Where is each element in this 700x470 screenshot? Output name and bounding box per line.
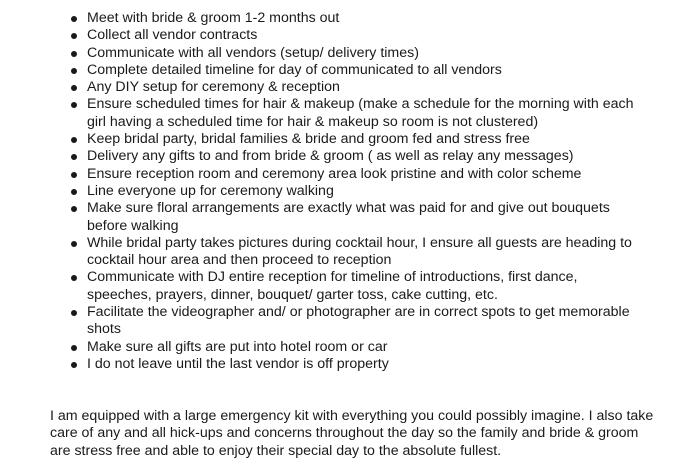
bullet-icon — [71, 85, 77, 91]
bullet-icon — [71, 154, 77, 160]
bullet-icon — [71, 189, 77, 195]
list-item-text: Complete detailed timeline for day of communicated to all vendors — [87, 61, 502, 78]
list-item — [71, 200, 641, 235]
list-item — [71, 235, 641, 270]
bullet-icon — [71, 68, 77, 74]
list-item — [71, 148, 641, 165]
bullet-icon — [71, 310, 77, 316]
list-item-text: Facilitate the videographer and/ or photographer are in correct spots to get memorable shots — [87, 304, 630, 338]
bullet-icon — [71, 275, 77, 281]
list-item — [71, 45, 641, 62]
list-item — [71, 10, 641, 27]
list-item-text: While bridal party takes pictures during cocktail hour, I ensure all guests are heading to cocktail hour area and then proceed to reception — [87, 234, 632, 269]
list-item — [71, 304, 641, 339]
bullet-icon — [71, 172, 77, 178]
bullet-icon — [71, 241, 77, 247]
list-item-text: I do not leave until the last vendor is off property — [87, 355, 389, 372]
list-item-text: Collect all vendor contracts — [87, 27, 258, 44]
list-item-text: Communicate with all vendors (setup/ delivery times) — [87, 44, 419, 61]
list-item-text: Ensure reception room and ceremony area look pristine and with color scheme — [87, 165, 582, 182]
task-list — [71, 10, 641, 373]
bullet-icon — [71, 206, 77, 212]
list-item — [71, 166, 641, 183]
list-item — [71, 79, 641, 96]
list-item — [71, 62, 641, 79]
bullet-icon — [71, 51, 77, 57]
list-item-text: Make sure floral arrangements are exactly what was paid for and give out bouquets before walking — [87, 200, 610, 234]
list-item-text: Line everyone up for ceremony walking — [87, 182, 334, 199]
list-item-text: Ensure scheduled times for hair & makeup (make a schedule for the morning with each girl having a scheduled time for hair & makeup so room is not clustered) — [87, 96, 634, 130]
list-item — [71, 131, 641, 148]
list-item-text: Delivery any gifts to and from bride & groom ( as well as relay any messages) — [87, 148, 574, 165]
list-item — [71, 96, 641, 131]
list-item — [71, 27, 641, 44]
bullet-icon — [71, 345, 77, 351]
bullet-icon — [71, 137, 77, 143]
list-item — [71, 339, 641, 356]
bullet-icon — [71, 16, 77, 22]
list-item-text: Make sure all gifts are put into hotel room or car — [87, 338, 388, 355]
bullet-icon — [71, 33, 77, 39]
bullet-icon — [71, 362, 77, 368]
list-item-text: Any DIY setup for ceremony & reception — [87, 79, 340, 96]
list-item-text: Communicate with DJ entire reception for timeline of introductions, first dance, speeches, prayers, dinner, bouquet/ garter toss, cake cutting, etc. — [87, 269, 578, 303]
list-item-text: Meet with bride & groom 1-2 months out — [87, 10, 340, 26]
list-item — [71, 269, 641, 304]
list-item-text: Keep bridal party, bridal families & bride and groom fed and stress free — [87, 131, 530, 148]
list-item — [71, 356, 641, 373]
bullet-icon — [71, 102, 77, 108]
list-item — [71, 183, 641, 200]
closing-paragraph: I am equipped with a large emergency kit with everything you could possibly imagine. I also take care of any and all hick-ups and concerns throughout the day so the family and bride & groom are stress free and able to enjoy their special day to the absolute fullest. — [50, 408, 654, 459]
